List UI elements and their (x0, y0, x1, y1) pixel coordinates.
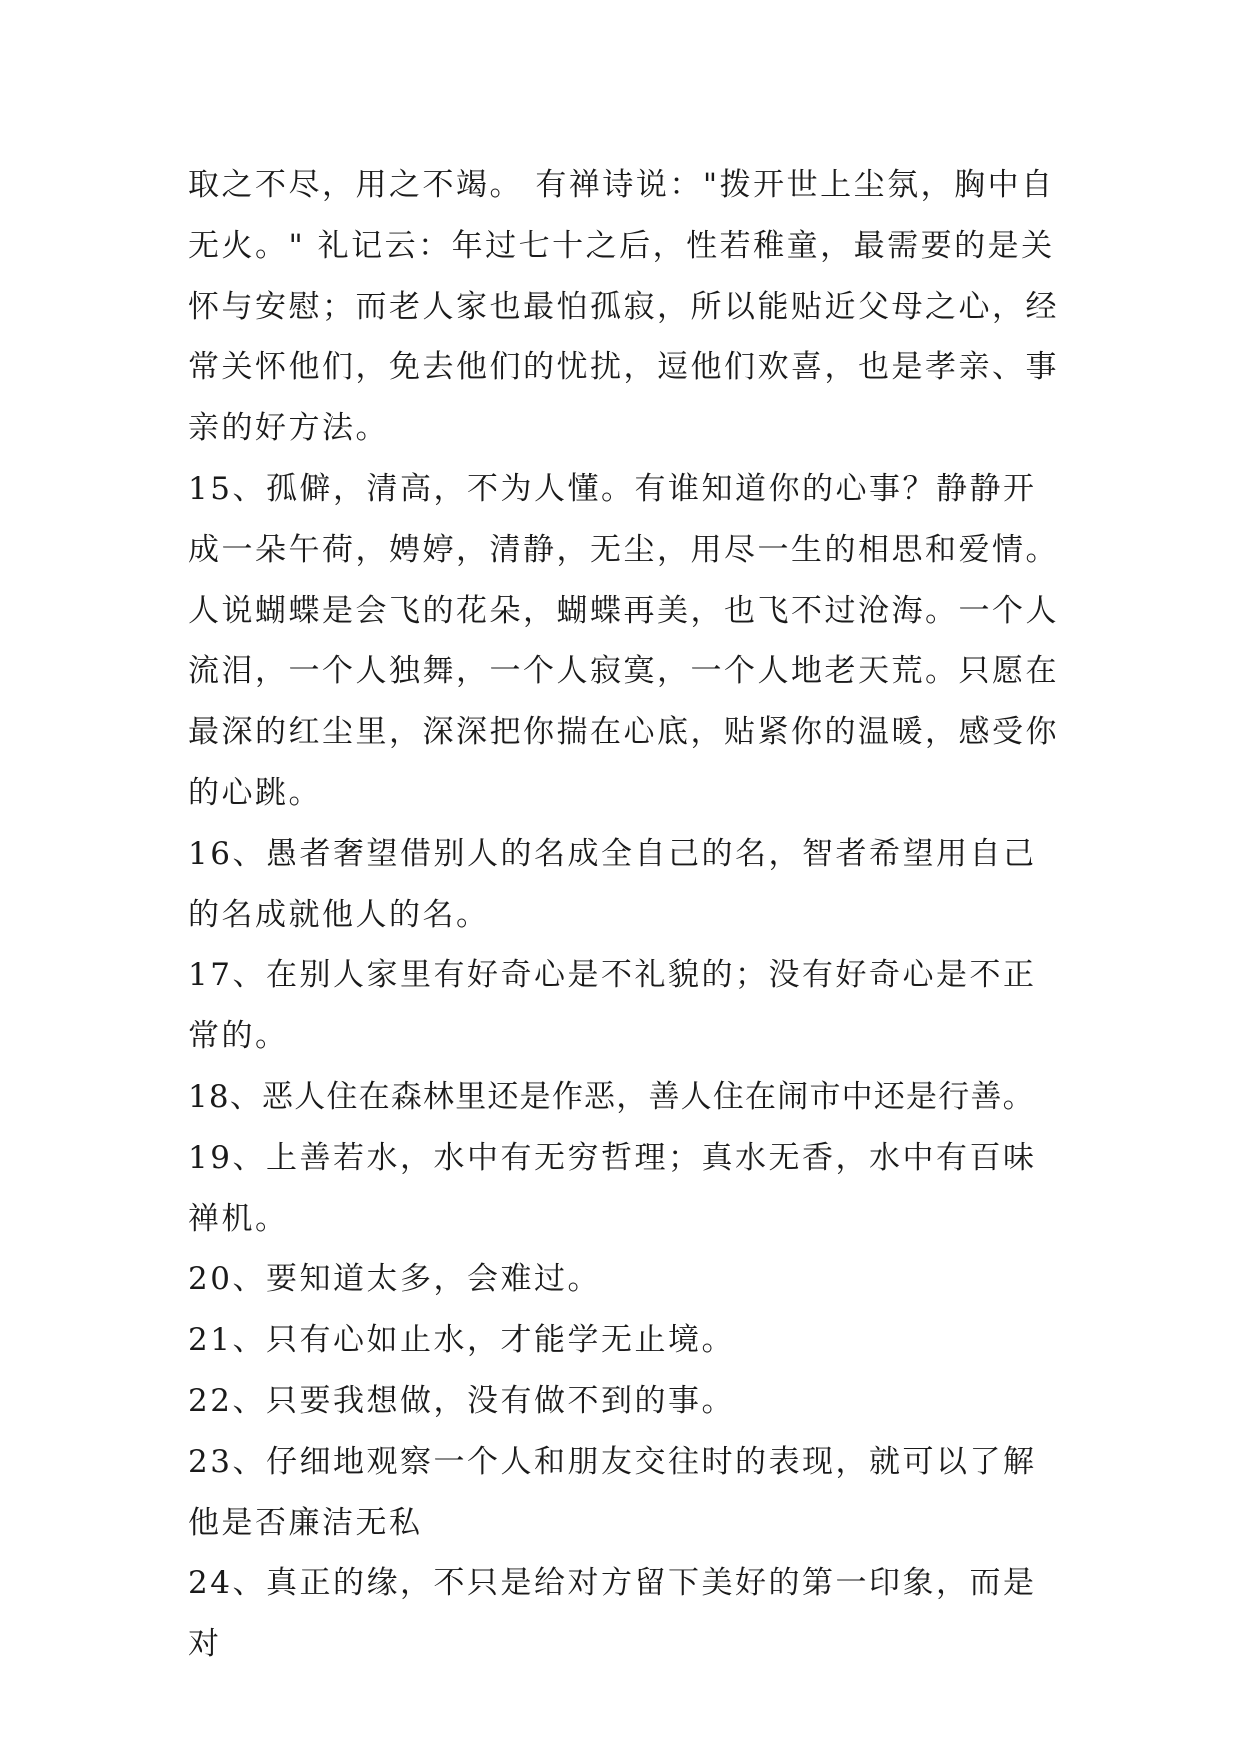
paragraph-23: 23、仔细地观察一个人和朋友交往时的表现，就可以了解他是否廉洁无私 (188, 1443, 1037, 1541)
paragraph-24: 24、真正的缘，不只是给对方留下美好的第一印象，而是对 (188, 1565, 1037, 1663)
paragraph-21: 21、只有心如止水，才能学无止境。 (188, 1322, 735, 1359)
document-body (188, 155, 1068, 1675)
paragraph-15: 15、孤僻，清高，不为人懂。有谁知道你的心事？静静开成一朵午荷，娉婷，清静，无尘，用尽一生的相思和爱情。人说蝴蝶是会飞的花朵，蝴蝶再美，也飞不过沧海。一个人流泪，一个人独舞，一个人寂寞，一个人地老天荒。只愿在最深的红尘里，深深把你揣在心底，贴紧你的温暖，感受你的心跳。 (188, 470, 1059, 811)
paragraph-17: 17、在别人家里有好奇心是不礼貌的；没有好奇心是不正常的。 (188, 957, 1037, 1055)
paragraph-continuation: 取之不尽，用之不竭。 有禅诗说："拨开世上尘氛，胸中自无火。" 礼记云：年过七十之后，性若稚童，最需要的是关怀与安慰；而老人家也最怕孤寂，所以能贴近父母之心，经常关怀他们，免去他们的忧扰，逗他们欢喜，也是孝亲、事亲的好方法。 (188, 167, 1059, 447)
paragraph-19: 19、上善若水，水中有无穷哲理；真水无香，水中有百味禅机。 (188, 1139, 1037, 1237)
paragraph-22: 22、只要我想做，没有做不到的事。 (188, 1382, 735, 1419)
paragraph-16: 16、愚者奢望借别人的名成全自己的名，智者希望用自己的名成就他人的名。 (188, 835, 1037, 933)
paragraph-18: 18、恶人住在森林里还是作恶，善人住在闹市中还是行善。 (188, 1078, 1035, 1115)
paragraph-20: 20、要知道太多，会难过。 (188, 1261, 601, 1298)
